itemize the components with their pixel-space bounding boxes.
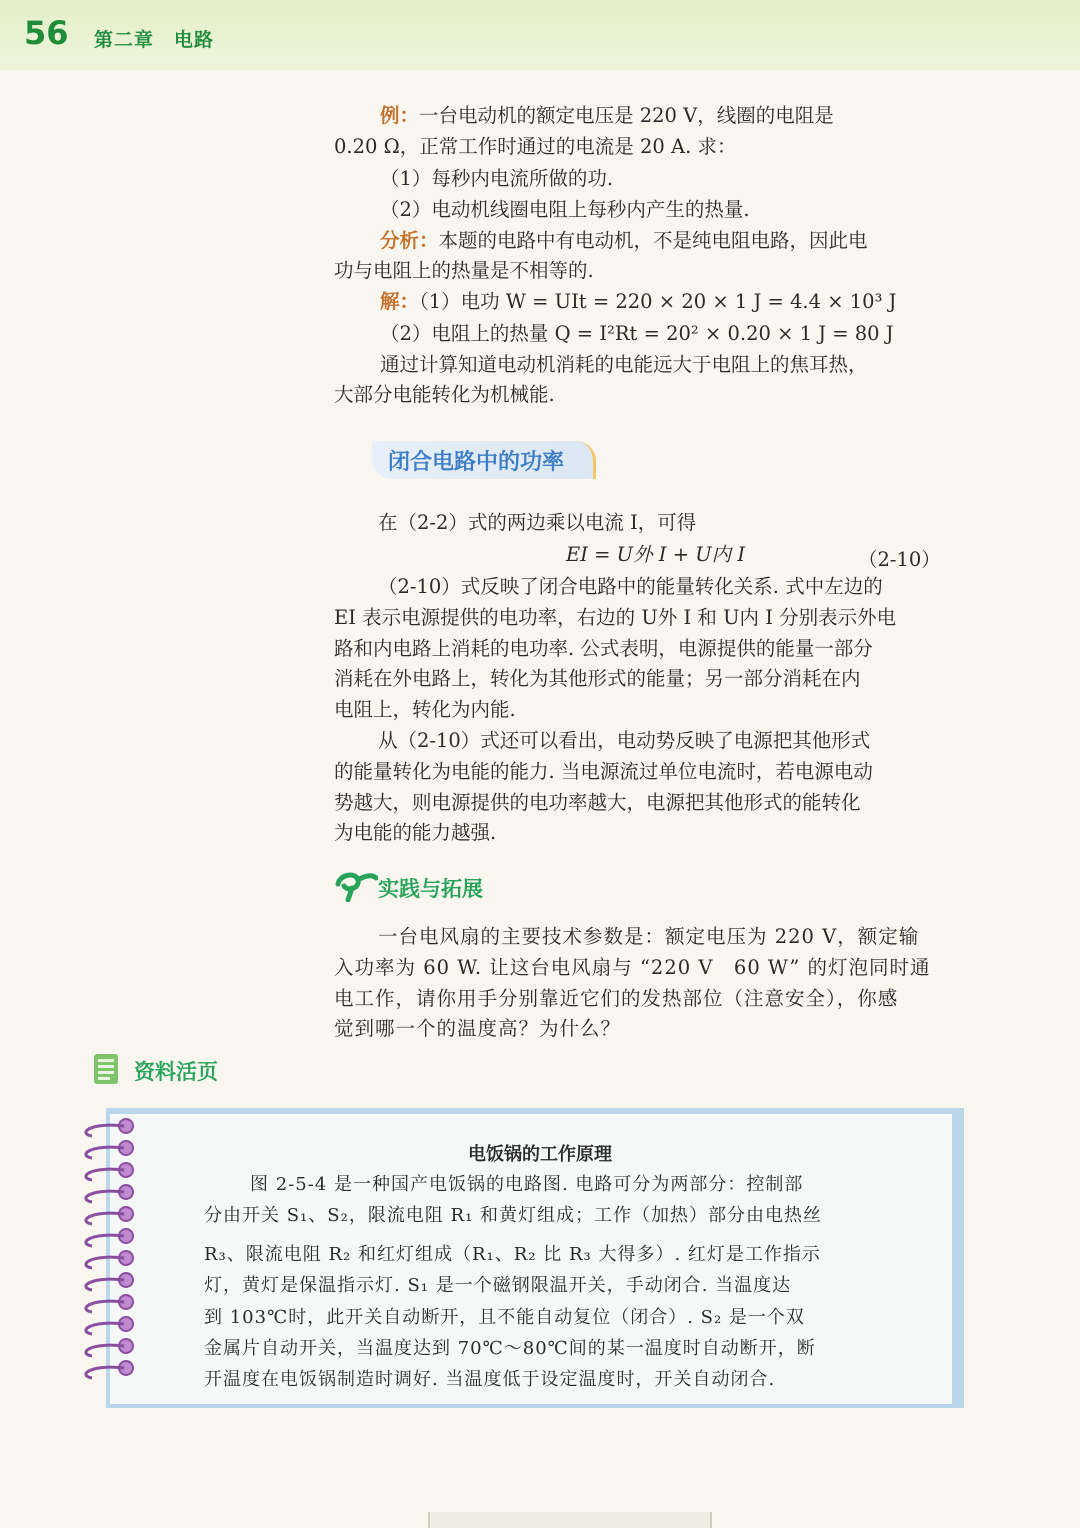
paragraph-line: 电阻上，转化为内能. — [334, 698, 516, 721]
analysis-line: 分析：本题的电路中有电动机，不是纯电阻电路，因此电 — [380, 229, 868, 252]
box-line: 到 103℃时，此开关自动断开，且不能自动复位（闭合）. S₂ 是一个双 — [204, 1307, 805, 1328]
box-line: 分由开关 S₁、S₂，限流电阻 R₁ 和黄灯组成；工作（加热）部分由电热丝 — [204, 1205, 823, 1226]
paragraph-line: 路和内电路上消耗的电功率. 公式表明，电源提供的能量一部分 — [334, 637, 873, 660]
solution-line: 解：（1）电功 W = UIt = 220 × 20 × 1 J = 4.4 × 10³ J — [380, 290, 897, 313]
analysis-line: 功与电阻上的热量是不相等的. — [334, 259, 594, 282]
reference-title: 资料活页 — [134, 1060, 218, 1084]
example-line: 0.20 Ω，正常工作时通过的电流是 20 A. 求： — [334, 135, 737, 158]
paragraph-line: 消耗在外电路上，转化为其他形式的能量；另一部分消耗在内 — [334, 667, 861, 690]
equation: EI = U外 I + U内 I — [566, 543, 746, 566]
section-title-badge — [372, 441, 596, 479]
box-line: 金属片自动开关，当温度达到 70℃～80℃间的某一温度时自动断开，断 — [204, 1338, 816, 1359]
box-line: 开温度在电饭锅制造时调好. 当温度低于设定温度时，开关自动闭合. — [204, 1369, 776, 1390]
box-line: 灯，黄灯是保温指示灯. S₁ 是一个磁钢限温开关，手动闭合. 当温度达 — [204, 1275, 792, 1296]
practice-line: 觉到哪一个的温度高？为什么？ — [334, 1017, 622, 1040]
chapter-title: 第二章 电路 — [94, 29, 215, 51]
box-line: 图 2-5-4 是一种国产电饭锅的电路图. 电路可分为两部分：控制部 — [250, 1174, 804, 1195]
practice-line: 电工作，请你用手分别靠近它们的发热部位（注意安全），你感 — [334, 987, 899, 1010]
conclusion-line: 通过计算知道电动机消耗的电能远大于电阻上的焦耳热， — [380, 353, 868, 376]
section-title: 闭合电路中的功率 — [388, 450, 565, 475]
paragraph-line: 的能量转化为电能的能力. 当电源流过单位电流时，若电源电动 — [334, 760, 873, 783]
section-intro: 在（2-2）式的两边乘以电流 I，可得 — [378, 511, 697, 534]
practice-title: 实践与拓展 — [378, 877, 483, 901]
example-line: 例：一台电动机的额定电压是 220 V，线圈的电阻是 — [380, 104, 834, 127]
paragraph-line: 势越大，则电源提供的电功率越大，电源把其他形式的能转化 — [334, 791, 861, 814]
paragraph-line: 为电能的能力越强. — [334, 821, 497, 844]
practice-line: 入功率为 60 W. 让这台电风扇与 “220 V 60 W” 的灯泡同时通 — [334, 956, 931, 979]
notebook-icon — [92, 1052, 122, 1086]
box-line: R₃、限流电阻 R₂ 和红灯组成（R₁、R₂ 比 R₃ 大得多）. 红灯是工作指示 — [204, 1244, 821, 1265]
practice-line: 一台电风扇的主要技术参数是：额定电压为 220 V，额定输 — [378, 925, 920, 948]
page-number: 56 — [24, 14, 69, 52]
box-title: 电饭锅的工作原理 — [468, 1144, 612, 1165]
practice-icon — [334, 866, 378, 902]
example-line: （1）每秒内电流所做的功. — [380, 167, 614, 190]
equation-number: （2-10） — [858, 548, 941, 571]
paragraph-line: EI 表示电源提供的电功率，右边的 U外 I 和 U内 I 分别表示外电 — [334, 606, 897, 629]
conclusion-line: 大部分电能转化为机械能. — [334, 383, 555, 406]
example-line: （2）电动机线圈电阻上每秒内产生的热量. — [380, 198, 750, 221]
paragraph-line: （2-10）式反映了闭合电路中的能量转化关系. 式中左边的 — [378, 575, 883, 598]
page-header — [0, 0, 1080, 70]
bottom-image-edge — [428, 1512, 712, 1528]
paragraph-line: 从（2-10）式还可以看出，电动势反映了电源把其他形式 — [378, 729, 871, 752]
solution-line: （2）电阻上的热量 Q = I²Rt = 20² × 0.20 × 1 J = 80 J — [380, 322, 894, 345]
